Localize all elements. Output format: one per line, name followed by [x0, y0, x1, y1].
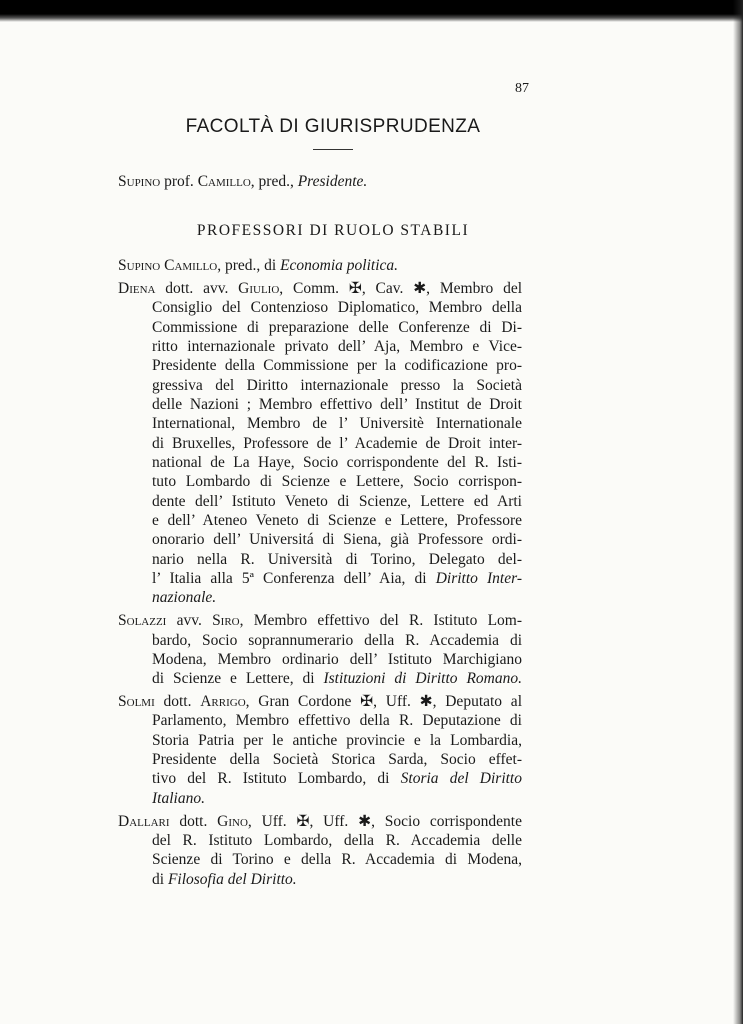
text-line — [152, 356, 522, 375]
professor-entry — [118, 256, 522, 275]
text-segment: Parlamento, Membro effettivo della R. Deputazione di — [152, 712, 522, 730]
text-segment: nario nella R. Università di Torino, Delegato del- — [152, 550, 522, 568]
text-segment: , Uff. ✠, Uff. ✱, Socio corrispondente — [247, 812, 522, 830]
text-segment: e dell’ Ateneo Veneto di Scienze e Lettere, Professore — [152, 511, 522, 529]
text-line — [152, 434, 522, 453]
text-line — [152, 850, 522, 869]
text-segment: l’ Italia alla 5ª Conferenza dell’ Aia, di — [152, 570, 436, 587]
text-line — [152, 588, 522, 607]
subject-italic: nazionale. — [152, 589, 217, 607]
text-segment: di — [152, 870, 168, 888]
text-line — [152, 492, 522, 511]
name-smallcaps: Solmi — [118, 693, 155, 711]
subject-italic: Presidente. — [297, 173, 368, 190]
text-segment: prof. — [160, 173, 198, 190]
text-segment: Consiglio del Contenzioso Diplomatico, Membro della — [152, 299, 522, 317]
text-segment: , Gran Cordone ✠, Uff. ✱, Deputato al — [245, 693, 522, 711]
professor-entry — [118, 812, 522, 889]
text-line — [118, 611, 522, 630]
text-segment: International, Membro de l’ Universitè Internationale — [152, 415, 522, 433]
subject-italic: Economia politica. — [280, 257, 399, 274]
page-title: FACOLTÀ DI GIURISPRUDENZA — [185, 116, 481, 137]
text-line — [152, 550, 522, 569]
name-smallcaps: Solazzi — [118, 612, 167, 630]
text-segment: delle Nazioni ; Membro effettivo dell’ Institut de Droit — [152, 395, 522, 413]
text-segment: dente dell’ Istituto Veneto di Scienze, Lettere ed Arti — [152, 492, 522, 510]
page-number: 87 — [515, 81, 529, 96]
faculty-president — [118, 173, 367, 191]
scan-top-edge — [0, 0, 743, 22]
subject-italic: Diritto Inter- — [435, 570, 522, 587]
text-segment: dott. — [169, 812, 218, 830]
text-line — [152, 376, 522, 395]
text-line — [118, 812, 522, 831]
text-line — [152, 731, 522, 750]
professor-entry — [118, 279, 522, 608]
text-segment: Commissione di preparazione delle Conferenze di Di- — [152, 318, 522, 336]
professor-entry — [118, 692, 522, 808]
text-line — [152, 650, 522, 669]
text-line — [152, 472, 522, 491]
name-smallcaps: Giulio — [238, 279, 280, 297]
text-line — [152, 789, 522, 808]
text-line — [152, 669, 522, 688]
text-line — [152, 530, 522, 549]
title-divider — [313, 149, 353, 150]
name-smallcaps: Supino Camillo — [118, 257, 218, 274]
text-line — [152, 711, 522, 730]
text-segment: tivo del R. Istituto Lombardo, di — [152, 770, 401, 788]
name-smallcaps: Siro — [212, 612, 240, 630]
text-line — [152, 569, 522, 588]
text-segment: , Comm. ✠, Cav. ✱, Membro del — [279, 279, 522, 297]
text-segment: bardo, Socio soprannumerario della R. Accademia di — [152, 631, 522, 649]
text-segment: avv. — [166, 612, 213, 630]
text-segment: gressiva del Diritto internazionale presso la Società — [152, 376, 522, 394]
text-line — [152, 414, 522, 433]
scan-right-edge — [733, 0, 743, 1024]
text-segment: , pred., — [250, 173, 298, 190]
name-smallcaps: Camillo — [197, 173, 251, 190]
text-line — [118, 692, 522, 711]
text-line — [152, 511, 522, 530]
text-line — [152, 831, 522, 850]
subject-italic: Italiano. — [152, 789, 205, 807]
text-line — [152, 870, 522, 889]
text-line — [152, 318, 522, 337]
text-segment: del R. Istituto Lombardo, della R. Accademia delle — [152, 831, 522, 849]
professor-entry — [118, 611, 522, 688]
text-segment: , Membro effettivo del R. Istituto Lom- — [239, 612, 523, 630]
professor-list — [118, 256, 522, 893]
name-smallcaps: Diena — [118, 279, 156, 297]
text-line — [152, 453, 522, 472]
name-smallcaps: Dallari — [118, 812, 170, 830]
text-segment: Presidente della Commissione per la codificazione pro- — [152, 357, 522, 375]
text-segment: Storia Patria per le antiche provincie e la Lombardia, — [152, 731, 522, 749]
text-line — [152, 750, 522, 769]
name-smallcaps: Arrigo — [200, 693, 246, 711]
text-line — [118, 279, 522, 298]
text-segment: di Scienze e Lettere, di — [152, 670, 324, 688]
section-heading: PROFESSORI DI RUOLO STABILI — [196, 222, 470, 239]
text-segment: Presidente della Società Storica Sarda, Socio effet- — [152, 751, 522, 769]
name-smallcaps: Supino — [118, 173, 161, 190]
text-segment: national de La Haye, Socio corrispondente del R. Isti- — [152, 453, 522, 471]
subject-italic: Storia del Diritto — [400, 770, 522, 788]
subject-italic: Filosofia del Diritto. — [167, 870, 297, 888]
text-line — [118, 256, 522, 275]
text-line — [152, 769, 522, 788]
text-segment: di Bruxelles, Professore de l’ Academie de Droit inter- — [152, 434, 522, 452]
text-segment: dott. — [154, 693, 201, 711]
text-line — [152, 337, 522, 356]
text-segment: ritto internazionale privato dell’ Aja, Membro e Vice- — [152, 337, 522, 355]
text-segment: onorario dell’ Universitá di Siena, già Professore ordi- — [152, 531, 522, 549]
name-smallcaps: Gino — [217, 812, 248, 830]
text-segment: , pred., di — [217, 257, 281, 274]
text-segment: Scienze di Torino e della R. Accademia di Modena, — [152, 851, 522, 869]
text-segment: Modena, Membro ordinario dell’ Istituto Marchigiano — [152, 650, 522, 668]
subject-italic: Istituzioni di Diritto Romano. — [323, 670, 522, 688]
text-line — [152, 395, 522, 414]
text-segment: tuto Lombardo di Scienze e Lettere, Socio corrispon- — [152, 473, 522, 491]
text-line — [152, 298, 522, 317]
text-line — [152, 631, 522, 650]
text-segment: dott. avv. — [155, 279, 239, 297]
